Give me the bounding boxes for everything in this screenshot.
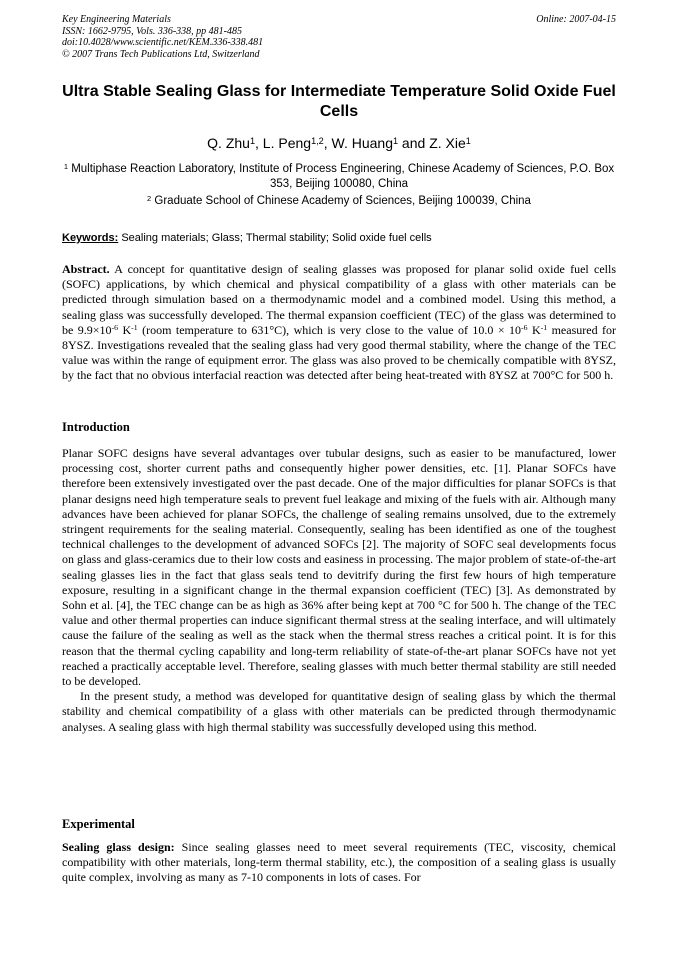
author-separator: and — [398, 135, 430, 151]
abstract-text: K — [527, 322, 541, 337]
abstract-text: A concept for quantitative design of sealing glasses was proposed for planar solid oxide fuel cells (SOFC) applications, by which chemical and physical compatibility of a glass with other materials can be predicted through simulation based on a thermodynamic model and a combined model. Using this method, a sealing glass was successfully developed. The thermal expansion coefficient (TEC) of the glass was determined to be 9.9×10 — [62, 262, 616, 337]
paper-title: Ultra Stable Sealing Glass for Intermediate Temperature Solid Oxide Fuel Cells — [62, 83, 616, 120]
author-name: L. Peng — [262, 135, 312, 151]
exponent: -6 — [521, 323, 528, 333]
subsection-lead: Sealing glass design: — [62, 840, 175, 854]
exponent: -1 — [131, 323, 138, 333]
author-list — [62, 134, 616, 152]
keywords-label: Keywords: — [62, 232, 119, 244]
author-affiliation-mark: 1,2 — [311, 135, 324, 146]
affiliation-2 — [62, 194, 616, 209]
exponent: -1 — [540, 323, 548, 333]
author-name: Q. Zhu — [207, 135, 250, 151]
online-date: Online: 2007-04-15 — [536, 14, 616, 25]
introduction-paragraph-2: In the present study, a method was developed for quantitative design of sealing glass by which the thermal stability and chemical compatibility of a glass with other materials can be predicted through thermodynamic analyses. A sealing glass with high thermal stability was successfully developed using this method. — [62, 689, 616, 734]
experimental-paragraph — [62, 840, 616, 886]
affiliation-mark: 2 — [147, 193, 152, 203]
affiliation-1 — [62, 162, 616, 191]
author-separator: , — [255, 135, 263, 151]
affiliation-text: Graduate School of Chinese Academy of Sciences, Beijing 100039, China — [154, 195, 531, 207]
keywords-line — [62, 231, 616, 245]
section-heading-experimental: Experimental — [62, 817, 135, 831]
author-affiliation-mark: 1 — [249, 135, 256, 146]
introduction-paragraph-1: Planar SOFC designs have several advantages over tubular designs, such as easier to be manufactured, lower processing cost, shorter current paths and consequently higher power densities, etc. [1]. Planar SOFCs have therefore been extensively investigated over the past decade. One of the major difficulties for planar SOFCs is that planar designs need high temperature seals to prevent fuel leakage and mixing of the fuels with air. Although many advances have been achieved for planar SOFCs, the challenge of sealing remains unsolved, due to the extremely stringent requirements for the sealing material. Consequently, sealing has been identified as one of the toughest technical challenges to the development of advanced SOFCs [2]. The majority of SOFC seal developments focus on glass and glass-ceramics due to their low costs and easiness in processing. The major problem of state-of-the-art sealing glasses lies in the fact that glass seals tend to devitrify during the first few hours of high temperature exposure, resulting in a significant change in the thermal expansion coefficient (TEC) [3]. As demonstrated by Sohn et al. [4], the TEC change can be as high as 36% after being kept at 700 °C for 500 h. The change of the TEC value and other thermal properties can induce significant thermal stress at the sealing interface, and will ultimately cause the failure of the sealing as well as the stack when the thermal stress reaches a critical point. It is for this reason that the thermal cycling capability and long-term reliability of state-of-the-art planar SOFCs have not yet reached a practically acceptable level. Therefore, sealing glasses with much better thermal stability are still needed to be developed. — [62, 446, 616, 689]
journal-name: Key Engineering Materials — [62, 14, 171, 25]
keywords-text: Sealing materials; Glass; Thermal stability; Solid oxide fuel cells — [121, 232, 432, 244]
abstract-paragraph — [62, 262, 616, 384]
exponent: -6 — [111, 323, 119, 333]
author-affiliation-mark: 1 — [392, 135, 399, 146]
author-separator: , — [323, 135, 332, 151]
introduction-body — [62, 446, 616, 735]
author-affiliation-mark: 1 — [465, 135, 471, 146]
journal-issn: ISSN: 1662-9795, Vols. 336-338, pp 481-485 — [62, 25, 242, 37]
abstract-text: (room temperature to 631°C), which is very close to the value of 10.0 × 10 — [137, 322, 522, 337]
section-heading-introduction: Introduction — [62, 420, 130, 434]
abstract — [62, 262, 616, 384]
experimental-text: Since sealing glasses need to meet several requirements (TEC, viscosity, chemical compatibility with other materials, long-term thermal stability, etc.), the composition of a sealing glass is usually quite complex, involving as many as 7-10 components in lots of cases. For — [62, 840, 616, 885]
affiliation-text: Multiphase Reaction Laboratory, Institute of Process Engineering, Chinese Academy of Sciences, P.O. Box 353, Beijing 100080, China — [71, 163, 615, 190]
affiliation-mark: 1 — [63, 161, 68, 171]
author-name: W. Huang — [331, 135, 393, 151]
experimental-body — [62, 840, 616, 886]
journal-header — [62, 14, 616, 60]
abstract-text: K — [118, 322, 132, 337]
journal-copyright: © 2007 Trans Tech Publications Ltd, Switzerland — [62, 48, 260, 60]
author-name: Z. Xie — [429, 135, 466, 151]
abstract-label: Abstract. — [62, 262, 110, 276]
abstract-text: measured for 8YSZ. Investigations revealed that the sealing glass had very good thermal stability, where the change of the TEC value was within the range of equipment error. The glass was also proved to be chemically compatible with 8YSZ, by the fact that no obvious interfacial reaction was detected after being heat-treated with 8YSZ at 700°C for 500 h. — [62, 322, 617, 383]
journal-doi: doi:10.4028/www.scientific.net/KEM.336-338.481 — [62, 37, 264, 48]
